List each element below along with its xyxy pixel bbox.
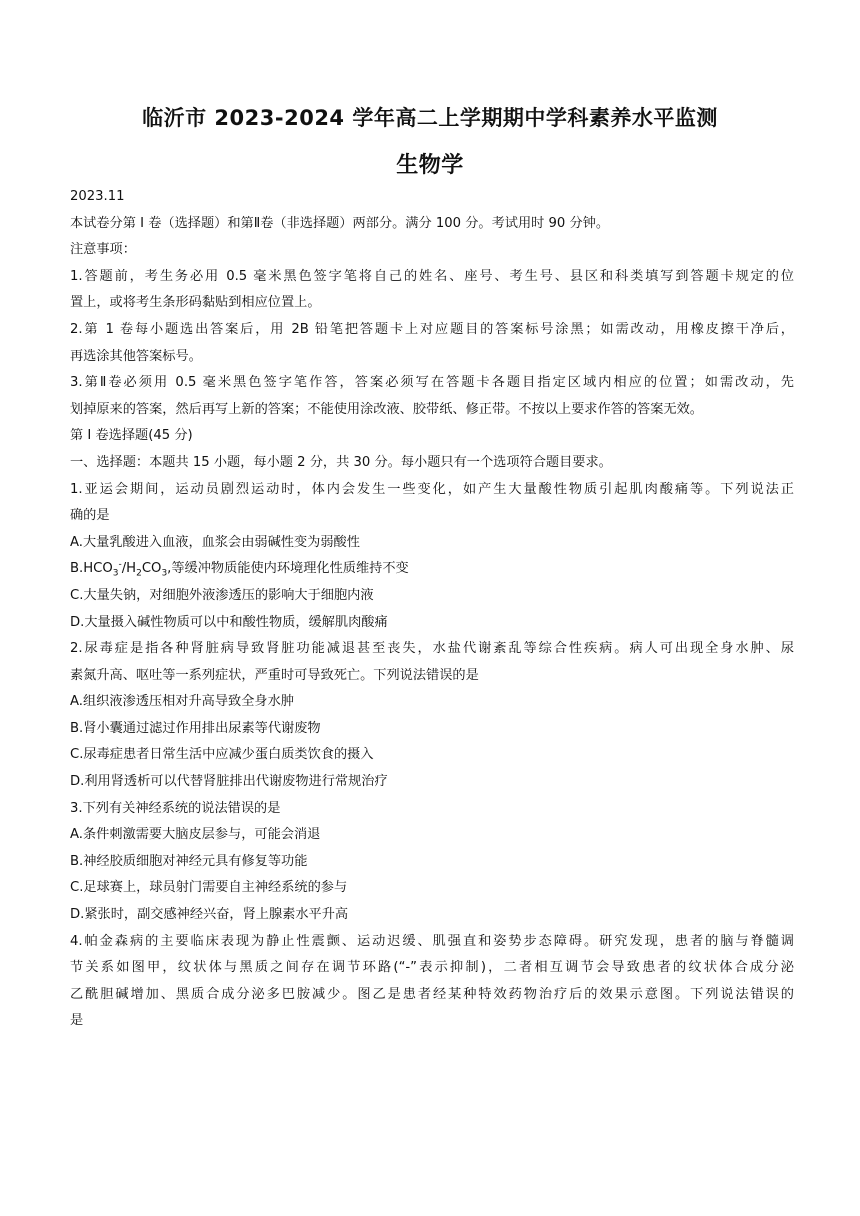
q2-stem-line-1: 2.尿毒症是指各种肾脏病导致肾脏功能减退甚至丧失，水盐代谢紊乱等综合性疾病。病人可出现全身水肿、尿 bbox=[70, 641, 794, 657]
note-3-line-2: 划掉原来的答案，然后再写上新的答案；不能使用涂改液、胶带纸、修正带。不按以上要求作答的答案无效。 bbox=[70, 401, 703, 417]
exam-body bbox=[70, 184, 794, 1035]
q2-option-a: A.组织液渗透压相对升高导致全身水肿 bbox=[70, 694, 294, 710]
q2-option-d: D.利用肾透析可以代替肾脏排出代谢废物进行常规治疗 bbox=[70, 774, 388, 790]
note-1-line-1: 1.答题前，考生务必用 0.5 毫米黑色签字笔将自己的姓名、座号、考生号、县区和科类填写到答题卡规定的位 bbox=[70, 268, 794, 284]
q2-option-c: C.尿毒症患者日常生活中应减少蛋白质类饮食的摄入 bbox=[70, 747, 374, 763]
q2-stem-line-2: 素氮升高、呕吐等一系列症状，严重时可导致死亡。下列说法错误的是 bbox=[70, 667, 479, 683]
q3-option-a: A.条件刺激需要大脑皮层参与，可能会消退 bbox=[70, 827, 321, 843]
note-2-line-2: 再选涂其他答案标号。 bbox=[70, 348, 202, 364]
subject-title: 生物学 bbox=[396, 153, 464, 178]
q4-stem-line-4: 是 bbox=[70, 1013, 84, 1029]
note-2-line-1: 2.第 1 卷每小题选出答案后，用 2B 铅笔把答题卡上对应题目的答案标号涂黑；如需改动，用橡皮擦干净后， bbox=[70, 321, 794, 337]
q2-option-b: B.肾小囊通过滤过作用排出尿素等代谢废物 bbox=[70, 720, 321, 736]
exam-intro: 本试卷分第 I 卷（选择题）和第Ⅱ卷（非选择题）两部分。满分 100 分。考试用时 90 分钟。 bbox=[70, 215, 610, 231]
q3-stem: 3.下列有关神经系统的说法错误的是 bbox=[70, 800, 281, 816]
note-1-line-2: 置上，或将考生条形码黏贴到相应位置上。 bbox=[70, 295, 321, 311]
section-instructions: 一、选择题：本题共 15 小题，每小题 2 分，共 30 分。每小题只有一个选项符合题目要求。 bbox=[70, 454, 612, 470]
note-3-line-1: 3.第Ⅱ卷必须用 0.5 毫米黑色签字笔作答，答案必须写在答题卡各题目指定区域内相应的位置；如需改动，先 bbox=[70, 375, 794, 391]
q1-option-c: C.大量失钠，对细胞外液渗透压的影响大于细胞内液 bbox=[70, 587, 374, 603]
q1-option-b: $B.HCO_3^-/H_2CO_3$,等缓冲物质能使内环境理化性质维持不变 bbox=[70, 559, 409, 579]
q4-stem-line-1: 4.帕金森病的主要临床表现为静止性震颤、运动迟缓、肌强直和姿势步态障碍。研究发现，患者的脑与脊髓调 bbox=[70, 933, 794, 949]
part-1-heading: 第 I 卷选择题(45 分) bbox=[70, 428, 193, 444]
exam-date: 2023.11 bbox=[70, 189, 125, 204]
q1-option-d: D.大量摄入碱性物质可以中和酸性物质，缓解肌肉酸痛 bbox=[70, 614, 388, 630]
q1-stem-line-2: 确的是 bbox=[70, 508, 110, 524]
q3-option-b: B.神经胶质细胞对神经元具有修复等功能 bbox=[70, 853, 308, 869]
q1-option-a: A.大量乳酸进入血液，血浆会由弱碱性变为弱酸性 bbox=[70, 534, 360, 550]
q3-option-c: C.足球赛上，球员射门需要自主神经系统的参与 bbox=[70, 880, 348, 896]
notes-heading: 注意事项： bbox=[70, 242, 136, 258]
q1-stem-line-1: 1.亚运会期间，运动员剧烈运动时，体内会发生一些变化，如产生大量酸性物质引起肌肉酸痛等。下列说法正 bbox=[70, 481, 794, 497]
exam-title: 临沂市 2023-2024 学年高二上学期期中学科素养水平监测 bbox=[142, 106, 718, 130]
q3-option-d: D.紧张时，副交感神经兴奋，肾上腺素水平升高 bbox=[70, 907, 349, 923]
q4-stem-line-2: 节关系如图甲，纹状体与黑质之间存在调节环路(“-”表示抑制)，二者相互调节会导致患者的纹状体合成分泌 bbox=[70, 960, 794, 976]
q4-stem-line-3: 乙酰胆碱增加、黑质合成分泌多巴胺减少。图乙是患者经某种特效药物治疗后的效果示意图。下列说法错误的 bbox=[70, 986, 794, 1002]
